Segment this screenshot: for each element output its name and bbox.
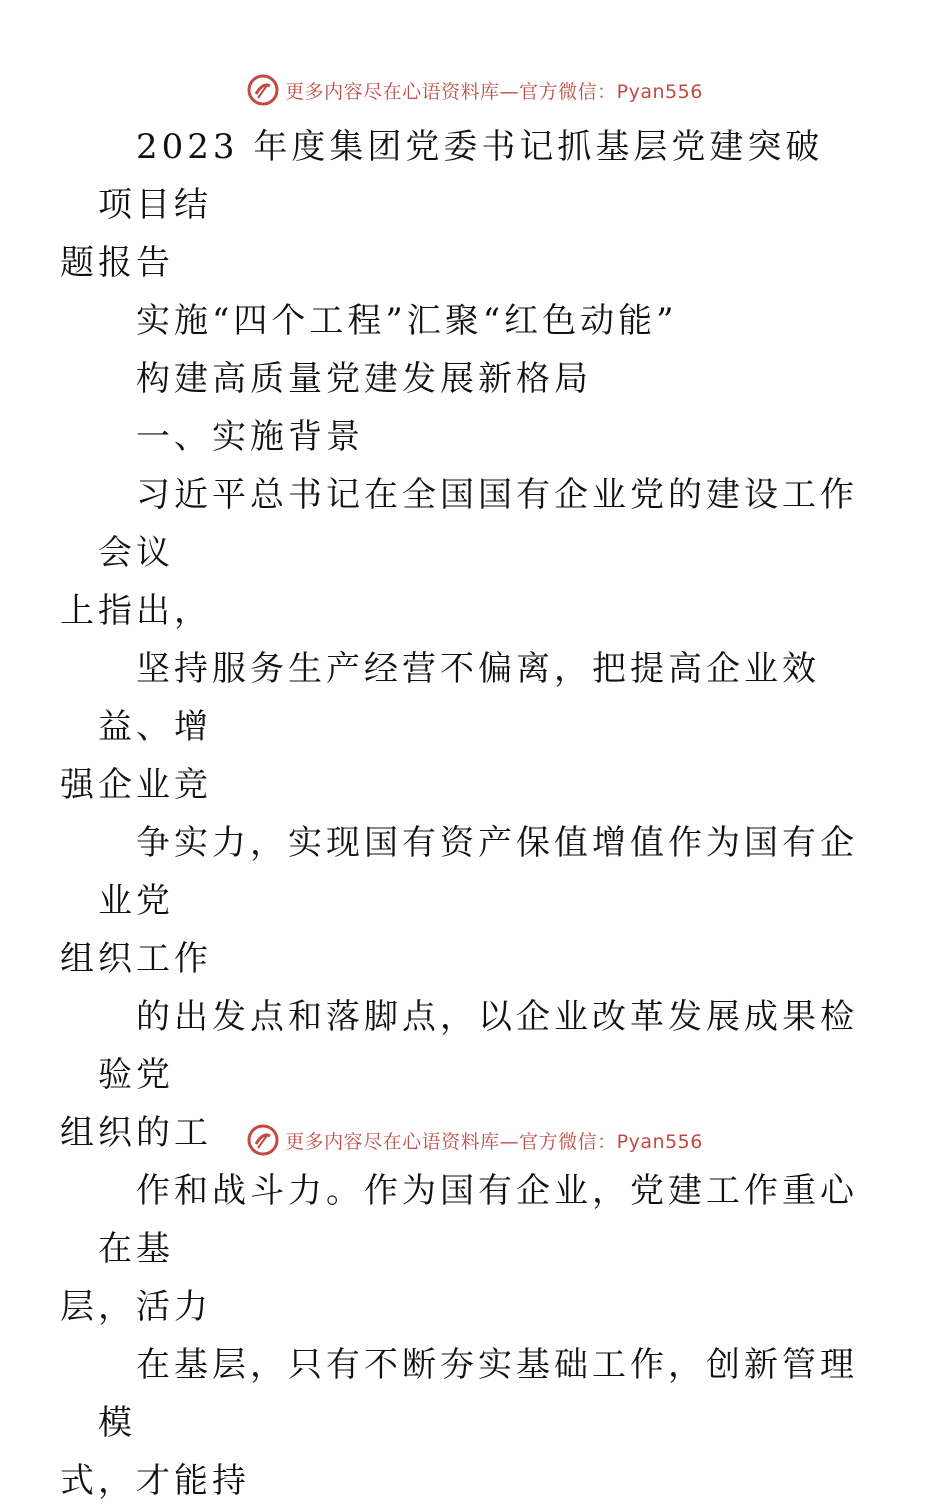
body-paragraph-5: 作和战斗力。作为国有企业，党建工作重心在基 层，活力 <box>60 1171 858 1327</box>
document-body <box>60 118 858 1510</box>
body-paragraph-4: 的出发点和落脚点，以企业改革发展成果检验党 组织的工 <box>60 997 858 1153</box>
watermark-text: 更多内容尽在心语资料库—官方微信：Pyan556 <box>285 80 703 103</box>
watermark-text: 更多内容尽在心语资料库—官方微信：Pyan556 <box>285 1130 703 1153</box>
body-paragraph-6: 在基层，只有不断夯实基础工作，创新管理模 式，才能持 <box>60 1345 858 1501</box>
subtitle-line-1: 实施“四个工程”汇聚“红色动能” <box>136 301 678 341</box>
book-seal-icon <box>247 74 279 106</box>
book-seal-icon <box>247 1124 279 1156</box>
body-paragraph-1: 习近平总书记在全国国有企业党的建设工作会议 上指出， <box>60 475 858 631</box>
section-heading: 一、实施背景 <box>136 417 364 457</box>
header-watermark <box>0 72 950 108</box>
subtitle-line-2: 构建高质量党建发展新格局 <box>136 359 592 399</box>
body-paragraph-3: 争实力，实现国有资产保值增值作为国有企业党 组织工作 <box>60 823 858 979</box>
document-title-line-1: 2023 年度集团党委书记抓基层党建突破项目结 题报告 <box>60 127 824 283</box>
body-paragraph-2: 坚持服务生产经营不偏离，把提高企业效益、增 强企业竞 <box>60 649 820 805</box>
footer-watermark <box>0 1122 950 1158</box>
